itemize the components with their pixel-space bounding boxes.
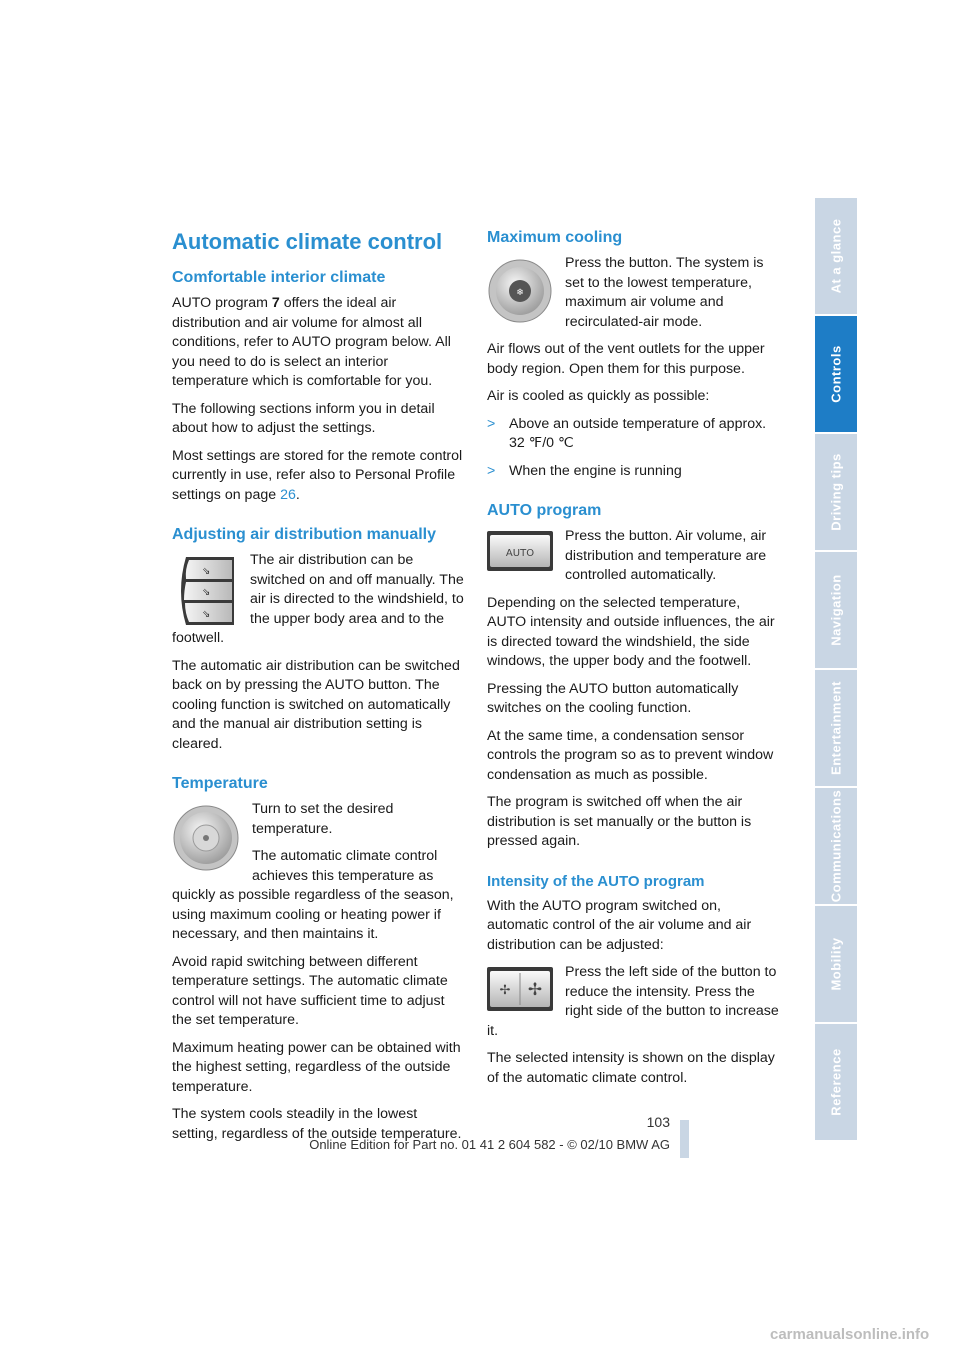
svg-text:✢: ✢: [499, 983, 511, 998]
paragraph: Pressing the AUTO button automatically switches on the cooling function.: [487, 680, 739, 716]
paragraph: The automatic air distribution can be switched back on by pressing the AUTO button. The cooling function is switched on automatically and the manual air distribution setting is cleared.: [172, 657, 460, 752]
tab-driving-tips[interactable]: [815, 434, 857, 550]
paragraph: The selected intensity is shown on the display of the automatic climate control.: [487, 1050, 775, 1086]
paragraph: Turn to set the desired temperature.: [252, 801, 394, 837]
watermark: carmanualsonline.info: [770, 1326, 930, 1343]
max-cooling-button-icon: [487, 258, 553, 324]
auto-button-icon: [487, 531, 553, 571]
temperature-knob-icon: [172, 804, 240, 872]
tab-controls[interactable]: [815, 316, 857, 432]
right-column: [487, 228, 779, 1096]
heading-comfortable-climate: Comfortable interior climate: [172, 269, 386, 286]
paragraph: Depending on the selected temperature, AUTO intensity and outside influences, the air is directed toward the windshield, the side windows, the upper body and the footwell.: [487, 594, 775, 669]
paragraph: Most settings are stored for the remote control currently in use, refer also to Personal Profile settings on page 26.: [172, 447, 463, 503]
heading-auto-intensity: Intensity of the AUTO program: [487, 872, 705, 890]
paragraph: Air flows out of the vent outlets for the upper body region. Open them for this purpose.: [487, 341, 765, 377]
air-distribution-buttons-icon: [172, 555, 238, 627]
paragraph: Maximum heating power can be obtained with the highest setting, regardless of the outside temperature.: [172, 1039, 461, 1095]
paragraph: With the AUTO program switched on, automatic control of the air volume and air distribution can be adjusted:: [487, 897, 752, 953]
svg-text:AUTO: AUTO: [505, 548, 535, 559]
section-tabs: [815, 198, 857, 1142]
tab-label: Navigation: [828, 574, 844, 646]
svg-text:⇘: ⇘: [202, 609, 211, 620]
paragraph: Press the left side of the button to reduce the intensity. Press the right side of the button to increase it.: [487, 964, 779, 1039]
tab-communications[interactable]: [815, 788, 857, 904]
paragraph: Air is cooled as quickly as possible:: [487, 388, 710, 404]
tab-label: Communications: [828, 789, 844, 903]
left-column: [172, 228, 466, 1152]
page-number: 103: [646, 1114, 670, 1130]
svg-text:⇘: ⇘: [202, 566, 211, 577]
heading-temperature: Temperature: [172, 775, 268, 792]
paragraph: The air distribution can be switched on and off manually. The air is directed to the windshield, to the upper body area and to the footwell.: [172, 552, 464, 646]
paragraph: AUTO program 7 offers the ideal air distribution and air volume for almost all conditions, refer to AUTO program below. All you need to do is select an interior temperature which is comfortable for you.: [172, 295, 451, 389]
tab-label: Driving tips: [828, 453, 844, 531]
tab-label: At a glance: [828, 218, 844, 294]
tab-at-a-glance[interactable]: [815, 198, 857, 314]
edition-note: Online Edition for Part no. 01 41 2 604 582 - © 02/10 BMW AG: [309, 1137, 670, 1152]
tab-label: Entertainment: [828, 681, 844, 775]
svg-text:⇘: ⇘: [202, 587, 211, 598]
tab-navigation[interactable]: [815, 552, 857, 668]
heading-air-distribution: Adjusting air distribution manually: [172, 526, 437, 543]
paragraph: The following sections inform you in detail about how to adjust the settings.: [172, 400, 435, 436]
paragraph: Press the button. Air volume, air distribution and temperature are controlled automatically.: [565, 528, 767, 583]
bullet-item: > Above an outside temperature of approx. 32 ℉/0 ℃: [487, 415, 767, 451]
paragraph: The program is switched off when the air distribution is set manually or the button is pressed again.: [487, 794, 752, 849]
paragraph: At the same time, a condensation sensor controls the program so as to prevent window condensation as much as possible.: [487, 727, 774, 783]
svg-text:✢: ✢: [527, 980, 543, 1000]
tab-reference[interactable]: [815, 1024, 857, 1140]
footer-bar: [680, 1120, 689, 1158]
tab-entertainment[interactable]: [815, 670, 857, 786]
page-title: Automatic climate control: [172, 229, 443, 254]
heading-auto-program: AUTO program: [487, 502, 602, 519]
fan-intensity-button-icon: [487, 967, 553, 1011]
tab-label: Controls: [828, 345, 844, 403]
paragraph: Press the button. The system is set to the lowest temperature, maximum air volume and recirculated-air mode.: [565, 255, 764, 330]
paragraph: The automatic climate control achieves this temperature as quickly as possible regardless of the season, using maximum cooling or heating power if necessary, and then maintains it.: [172, 848, 454, 942]
paragraph: Avoid rapid switching between different temperature settings. The automatic climate control will not have sufficient time to adjust the set temperature.: [172, 953, 448, 1028]
tab-mobility[interactable]: [815, 906, 857, 1022]
tab-label: Mobility: [828, 937, 844, 991]
page-link[interactable]: 26: [280, 486, 296, 503]
svg-text:❄: ❄: [516, 288, 524, 298]
heading-maximum-cooling: Maximum cooling: [487, 229, 623, 246]
bullet-item: > When the engine is running: [487, 462, 682, 479]
paragraph: The system cools steadily in the lowest setting, regardless of the outside temperature.: [172, 1106, 462, 1142]
tab-label: Reference: [828, 1048, 844, 1116]
